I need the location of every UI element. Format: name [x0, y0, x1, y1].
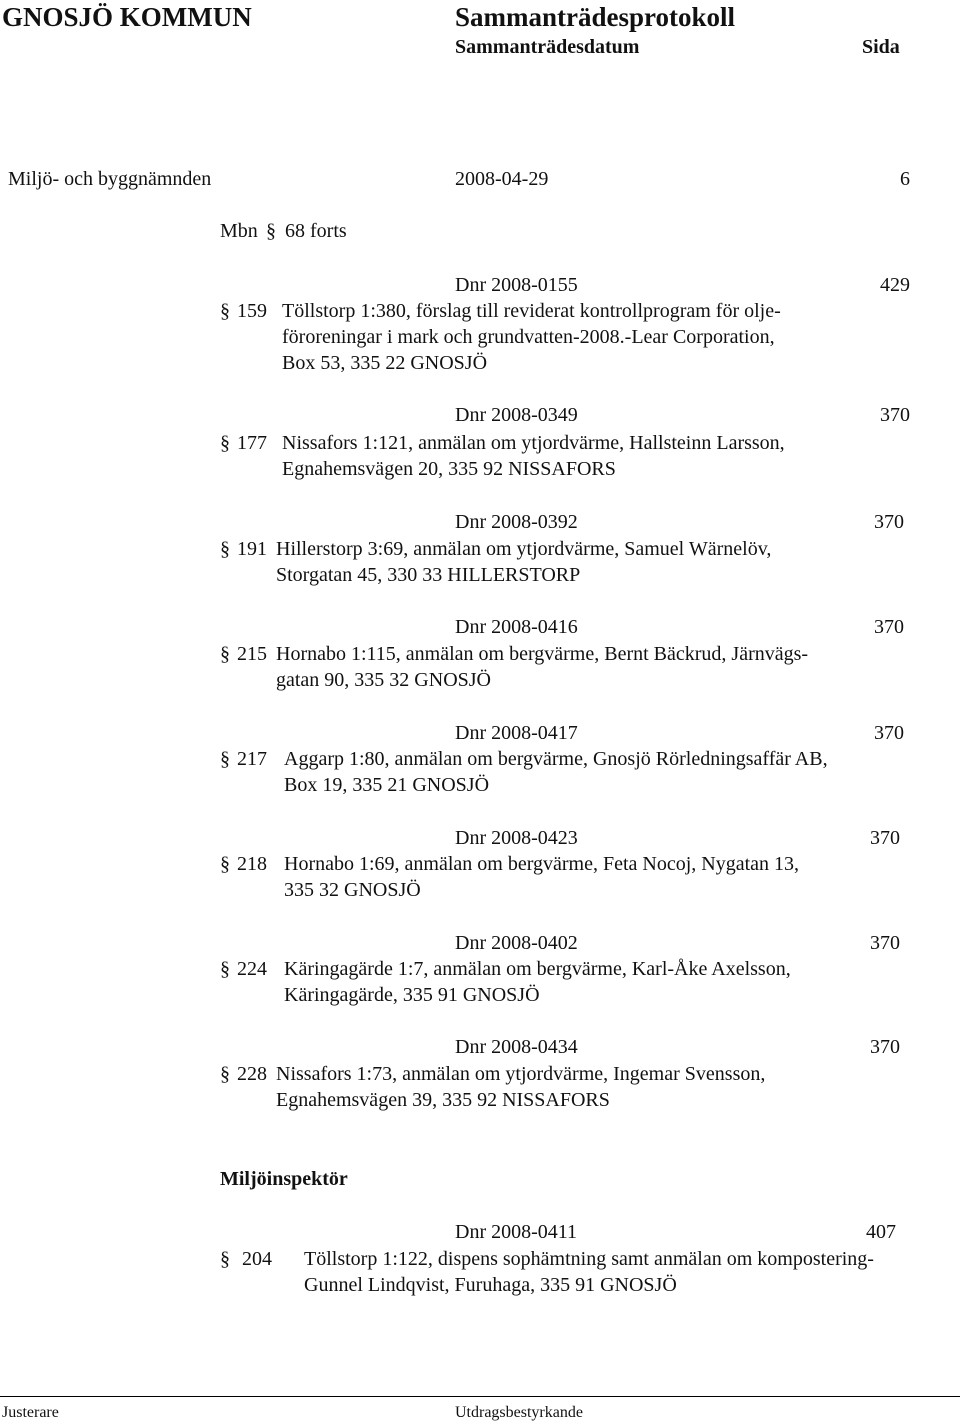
case-code: 370: [874, 722, 904, 744]
section-sign: §: [220, 748, 230, 770]
case-dnr: Dnr 2008-0411: [455, 1221, 578, 1243]
case-description-line1: Käringagärde 1:7, anmälan om bergvärme, Karl-Åke Axelsson,: [284, 958, 791, 980]
document-type: Sammanträdesprotokoll: [455, 2, 736, 32]
case-description-line1: Nissafors 1:73, anmälan om ytjordvärme, Ingemar Svensson,: [276, 1063, 766, 1085]
case-code: 370: [880, 404, 910, 426]
section-sign: §: [220, 432, 230, 454]
case-dnr: Dnr 2008-0155: [455, 274, 578, 296]
meeting-date: 2008-04-29: [455, 168, 549, 190]
section-sign: §: [220, 853, 230, 875]
section-sign: §: [220, 1063, 230, 1085]
case-dnr: Dnr 2008-0402: [455, 932, 578, 954]
case-description-line1: Töllstorp 1:122, dispens sophämtning samt anmälan om kompostering-: [304, 1248, 874, 1270]
case-code: 370: [870, 827, 900, 849]
section-sign: §: [220, 300, 230, 322]
date-label: Sammanträdesdatum: [455, 36, 640, 58]
inspector-heading: Miljöinspektör: [220, 1168, 348, 1190]
case-description-line1: Hornabo 1:115, anmälan om bergvärme, Bernt Bäckrud, Järnvägs-: [276, 643, 809, 665]
case-code: 370: [870, 1036, 900, 1058]
page-label: Sida: [862, 36, 900, 58]
case-dnr: Dnr 2008-0434: [455, 1036, 578, 1058]
case-description-line1: Töllstorp 1:380, förslag till reviderat kontrollprogram för olje-: [282, 300, 781, 322]
footer-justerare: Justerare: [2, 1404, 59, 1421]
case-description-line2: gatan 90, 335 32 GNOSJÖ: [276, 669, 491, 691]
case-dnr: Dnr 2008-0423: [455, 827, 578, 849]
footer-divider: [0, 1396, 960, 1397]
section-sign: §: [266, 220, 276, 242]
case-paragraph-number: 228: [237, 1063, 267, 1085]
case-description-line2: Egnahemsvägen 20, 335 92 NISSAFORS: [282, 458, 616, 480]
case-description-line2: Storgatan 45, 330 33 HILLERSTORP: [276, 564, 581, 586]
case-dnr: Dnr 2008-0417: [455, 722, 578, 744]
case-paragraph-number: 224: [237, 958, 267, 980]
case-dnr: Dnr 2008-0392: [455, 511, 578, 533]
case-description-line1: Aggarp 1:80, anmälan om bergvärme, Gnosjö Rörledningsaffär AB,: [284, 748, 828, 770]
case-description-line1: Hornabo 1:69, anmälan om bergvärme, Feta Nocoj, Nygatan 13,: [284, 853, 800, 875]
mbn-number: 68 forts: [285, 220, 347, 242]
case-paragraph-number: 217: [237, 748, 267, 770]
section-sign: §: [220, 538, 230, 560]
case-dnr: Dnr 2008-0416: [455, 616, 578, 638]
section-sign: §: [220, 958, 230, 980]
case-paragraph-number: 177: [237, 432, 267, 454]
case-paragraph-number: 191: [237, 538, 267, 560]
case-description-line1: Hillerstorp 3:69, anmälan om ytjordvärme, Samuel Wärnelöv,: [276, 538, 772, 560]
mbn-label: Mbn: [220, 220, 258, 242]
section-sign: §: [220, 643, 230, 665]
case-description-line2: Egnahemsvägen 39, 335 92 NISSAFORS: [276, 1089, 610, 1111]
page-number: 6: [900, 168, 910, 190]
section-sign: §: [220, 1248, 230, 1270]
case-description-line2: föroreningar i mark och grundvatten-2008.-Lear Corporation,: [282, 326, 775, 348]
case-description-line2: Box 19, 335 21 GNOSJÖ: [284, 774, 490, 796]
case-paragraph-number: 218: [237, 853, 267, 875]
municipality-name: GNOSJÖ KOMMUN: [2, 2, 252, 32]
case-paragraph-number: 159: [237, 300, 267, 322]
case-code: 370: [874, 616, 904, 638]
case-description-line1: Nissafors 1:121, anmälan om ytjordvärme, Hallsteinn Larsson,: [282, 432, 785, 454]
case-paragraph-number: 215: [237, 643, 267, 665]
case-description-line2: Gunnel Lindqvist, Furuhaga, 335 91 GNOSJÖ: [304, 1274, 677, 1296]
footer-utdragsbestyrkande: Utdragsbestyrkande: [455, 1404, 583, 1421]
case-code: 429: [880, 274, 910, 296]
case-code: 370: [870, 932, 900, 954]
case-paragraph-number: 204: [242, 1248, 272, 1270]
case-description-line2: Käringagärde, 335 91 GNOSJÖ: [284, 984, 540, 1006]
case-code: 407: [866, 1221, 896, 1243]
case-description-line2: 335 32 GNOSJÖ: [284, 879, 421, 901]
case-description-line3: Box 53, 335 22 GNOSJÖ: [282, 352, 488, 374]
case-dnr: Dnr 2008-0349: [455, 404, 578, 426]
meeting-body: Miljö- och byggnämnden: [8, 168, 212, 190]
case-code: 370: [874, 511, 904, 533]
